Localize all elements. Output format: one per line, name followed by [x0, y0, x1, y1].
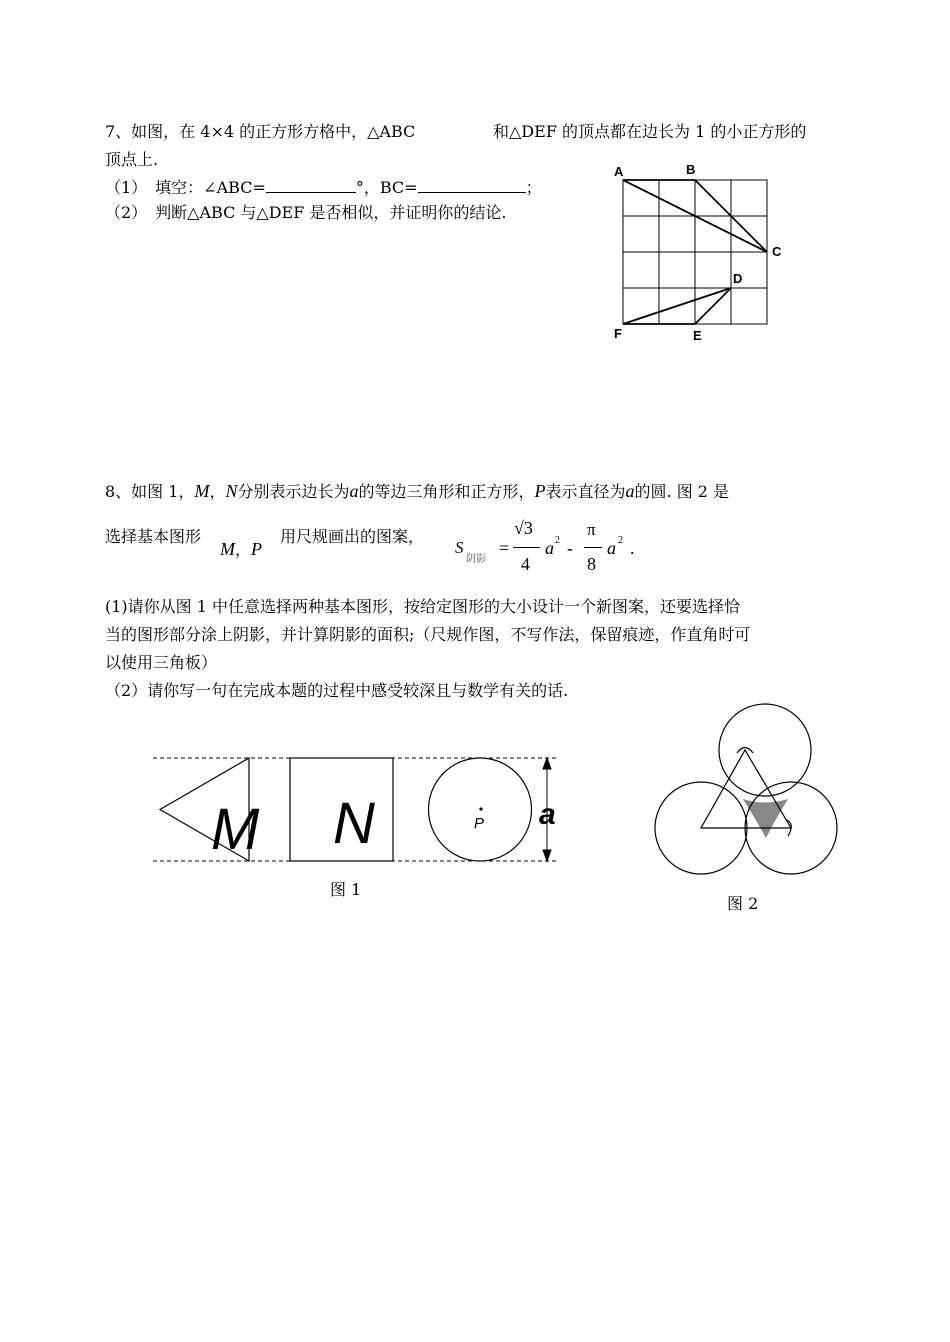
formula-pi: π — [587, 520, 596, 539]
q7-sub1-degree: °，BC= — [355, 178, 418, 197]
q7-bc-blank[interactable] — [418, 178, 526, 193]
q8-line2-mp — [220, 539, 262, 560]
formula-a-2: a — [607, 538, 616, 558]
fig1-n: N — [333, 791, 375, 856]
label-c: C — [772, 244, 782, 259]
fig1-a: a — [539, 798, 556, 831]
formula-sq-1: 2 — [555, 535, 560, 546]
q7-line1-a: 7、如图，在 4×4 的正方形方格中，△ABC — [105, 122, 416, 141]
q7-grid-figure — [605, 155, 805, 350]
fraction-bar-1 — [513, 547, 540, 548]
q8-para1-line2: 当的图形部分涂上阴影，并计算阴影的面积;（尺规作图，不写作法，保留痕迹，作直角时可 — [105, 625, 751, 644]
label-a: A — [614, 164, 624, 179]
q8-line1-b: 分别表示边长为 — [237, 482, 350, 501]
q8-line2-p: P — [251, 539, 263, 559]
q8-line2-m: M — [220, 539, 235, 559]
q8-a-1: a — [349, 481, 359, 501]
q8-n: N — [225, 481, 238, 501]
formula-eight: 8 — [587, 554, 596, 574]
formula-minus: - — [567, 538, 573, 558]
q8-para1-line3: 以使用三角板） — [105, 653, 218, 672]
q8-figure-1 — [145, 745, 575, 870]
shaded-area-formula — [455, 516, 645, 582]
shaded-center — [743, 799, 788, 838]
formula-sqrt3: √3 — [514, 518, 533, 538]
q8-line1 — [105, 481, 729, 502]
q7-line1-b: 和△DEF 的顶点都在边长为 1 的小正方形的 — [493, 122, 807, 141]
formula-sq-2: 2 — [618, 535, 623, 546]
q8-para1-line1: (1)请你从图 1 中任意选择两种基本图形，按给定图形的大小设计一个新图案，还要选择恰 — [105, 597, 741, 616]
formula-four: 4 — [521, 554, 530, 574]
q8-line1-d: 表示直径为 — [545, 482, 626, 501]
q8-line2-b: 用尺规画出的图案， — [280, 527, 425, 546]
q8-figure-2 — [645, 698, 845, 878]
arrow-up — [543, 758, 551, 769]
q8-a-2: a — [625, 481, 635, 501]
fig1-m: M — [211, 797, 260, 862]
label-e: E — [693, 328, 702, 343]
label-b: B — [686, 162, 696, 177]
formula-s: S — [455, 538, 464, 557]
q8-line1-e: 的圆. 图 2 是 — [634, 482, 730, 501]
formula-sub: 阴影 — [466, 554, 486, 565]
q8-comma-1: ， — [209, 482, 226, 501]
arrow-down — [543, 850, 551, 861]
q8-line1-c: 的等边三角形和正方形， — [358, 482, 535, 501]
q7-sub1-prefix: （1） 填空：∠ABC= — [105, 178, 266, 197]
q7-angle-blank[interactable] — [266, 178, 356, 193]
q7-sub2: （2） 判断△ABC 与△DEF 是否相似，并证明你的结论. — [105, 203, 507, 222]
q7-sub1 — [105, 178, 542, 198]
grid-lines — [623, 180, 767, 324]
formula-eq: = — [499, 538, 510, 558]
formula-a-1: a — [545, 538, 554, 558]
q8-m: M — [194, 481, 210, 501]
fraction-bar-2 — [584, 547, 602, 548]
q7-sub1-end: ； — [525, 178, 542, 197]
q8-line1-a: 8、如图 1， — [105, 482, 195, 501]
fig2-caption: 图 2 — [727, 894, 759, 913]
fig1-caption: 图 1 — [330, 880, 362, 899]
q8-line2-a: 选择基本图形 — [105, 527, 202, 546]
q7-line2: 顶点上. — [105, 150, 159, 169]
circle-center-dot — [479, 807, 482, 810]
formula-period: . — [630, 538, 635, 558]
label-f: F — [614, 326, 622, 341]
q8-comma-2: ， — [235, 540, 252, 559]
q8-para2: （2）请你写一句在完成本题的过程中感受较深且与数学有关的话. — [105, 681, 569, 700]
fig1-p: P — [474, 815, 485, 832]
q8-p: P — [534, 481, 546, 501]
triangle-def — [623, 288, 731, 324]
label-d: D — [733, 271, 743, 286]
